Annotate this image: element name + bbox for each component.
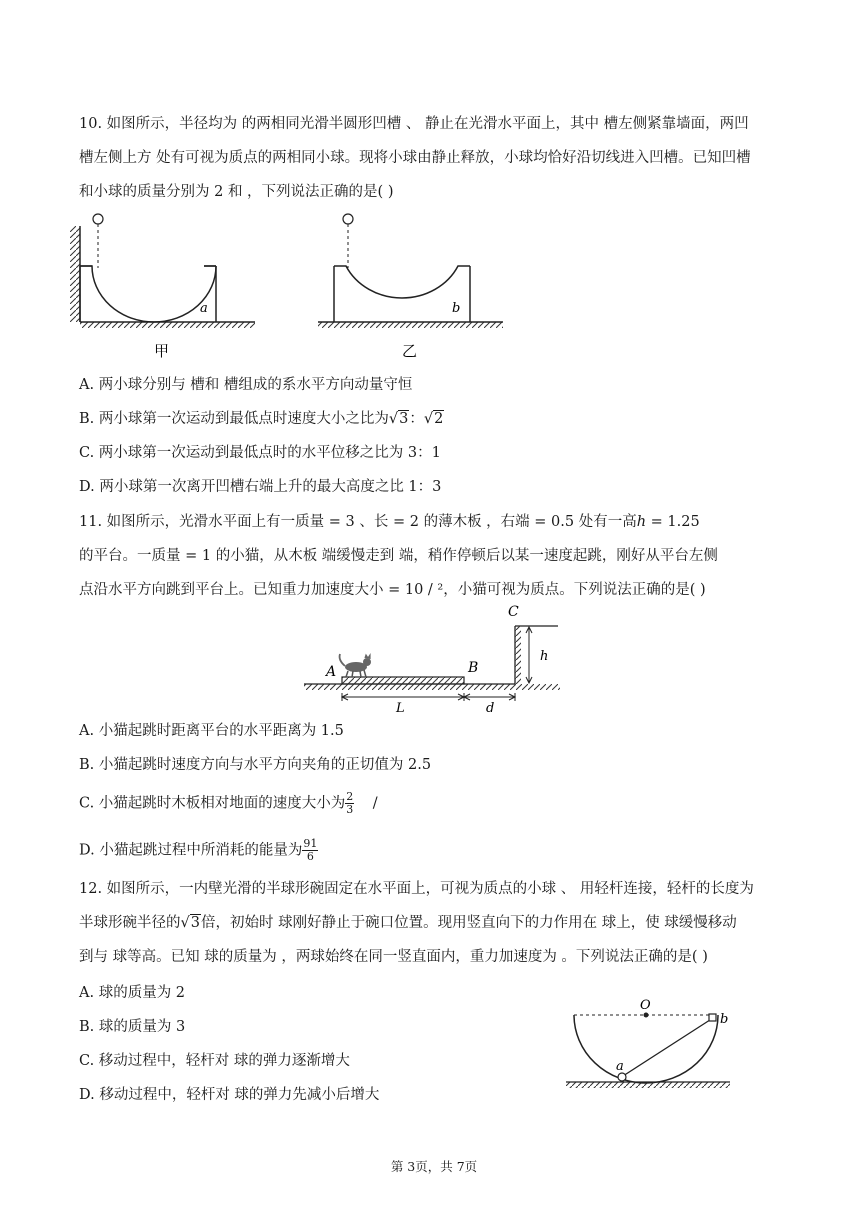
q12-option-b: B. 球的质量为 3 (79, 1019, 186, 1035)
q10-stem-line-3: 和小球的质量分别为 2 和 ，下列说法正确的是( ) (79, 184, 394, 200)
wooden-board (342, 677, 464, 684)
q10-option-a: A. 两小球分别与 槽和 槽组成的系水平方向动量守恒 (79, 377, 413, 393)
q11-stem-line-1: 11. 如图所示，光滑水平面上有一质量 = 3 、长 = 2 的薄木板 ，右端 = 0.5 处有一高ℎ = 1.25 (79, 514, 700, 530)
center-o-label: O (640, 998, 651, 1013)
q12-stem-line-3: 到与 球等高。已知 球的质量为 ，两球始终在同一竖直面内，重力加速度为 。下列说法正确的是( ) (79, 949, 708, 965)
q12-stem-line-2: 半球形碗半径的√3倍，初始时 球刚好静止于碗口位置。现用竖直向下的力作用在 球上，使 球缓慢移动 (79, 915, 737, 931)
ball-a (618, 1073, 626, 1081)
right-slot-diagram (318, 214, 503, 328)
left-slot-diagram (70, 214, 255, 328)
ball-b-label: b (720, 1012, 729, 1027)
h-label: h (540, 649, 549, 664)
q12-option-d: D. 移动过程中，轻杆对 球的弹力先减小后增大 (79, 1087, 380, 1103)
light-rod (623, 1018, 713, 1076)
slot-b-label: b (452, 301, 461, 316)
ball-a-label: a (616, 1059, 624, 1074)
q10-option-c: C. 两小球第一次运动到最低点时的水平位移之比为 3：1 (79, 445, 441, 461)
d-label: d (486, 701, 495, 716)
q10-option-d: D. 两小球第一次离开凹槽右端上升的最大高度之比 1：3 (79, 479, 442, 495)
l-label: L (396, 701, 405, 716)
point-b-label: B (468, 660, 479, 676)
caption-jia: 甲 (154, 342, 170, 360)
q11-option-d: D. 小猫起跳过程中所消耗的能量为 $\frac{91}{6}$ (79, 837, 318, 863)
q11-stem-line-2: 的平台。一质量 = 1 的小猫，从木板 端缓慢走到 端，稍作停顿后以某一速度起跳，刚好从平台左侧 (79, 548, 718, 564)
q10-option-b: B. 两小球第一次运动到最低点时速度大小之比为√3：√2 (79, 411, 444, 427)
q12-figure (560, 996, 740, 1096)
caption-yi: 乙 (402, 342, 418, 360)
ball-b (709, 1014, 716, 1021)
q11-option-a: A. 小猫起跳时距离平台的水平距离为 1.5 (79, 723, 344, 739)
q12-option-c: C. 移动过程中，轻杆对 球的弹力逐渐增大 (79, 1053, 350, 1069)
page-footer: 第 3页，共 7页 (390, 1159, 478, 1174)
q10-figure (70, 208, 530, 368)
q11-option-b: B. 小猫起跳时速度方向与水平方向夹角的正切值为 2.5 (79, 757, 432, 773)
q10-stem-line-2: 槽左侧上方 处有可视为质点的两相同小球。现将小球由静止释放，小球均恰好沿切线进入凹槽。已知凹槽 (79, 150, 751, 166)
cat-icon (340, 654, 371, 677)
q12-stem-line-1: 12. 如图所示，一内壁光滑的半球形碗固定在水平面上，可视为质点的小球 、 用轻杆连接，轻杆的长度为 (79, 881, 754, 897)
q11-stem-line-3: 点沿水平方向跳到平台上。已知重力加速度大小 = 10 / ²，小猫可视为质点。下列说法正确的是( ) (79, 582, 706, 598)
q11-figure (300, 600, 570, 718)
point-c-label: C (508, 604, 519, 620)
q11-option-c: C. 小猫起跳时木板相对地面的速度大小为 $\frac{2}{3}$ / (79, 790, 378, 816)
q12-option-a: A. 球的质量为 2 (79, 985, 186, 1001)
slot-a-label: a (200, 301, 208, 316)
point-a-label: A (326, 664, 337, 680)
bowl (574, 1015, 718, 1083)
q10-stem-line-1: 10. 如图所示，半径均为 的两相同光滑半圆形凹槽 、 静止在光滑水平面上，其中 槽左侧紧靠墙面，两凹 (79, 116, 749, 132)
